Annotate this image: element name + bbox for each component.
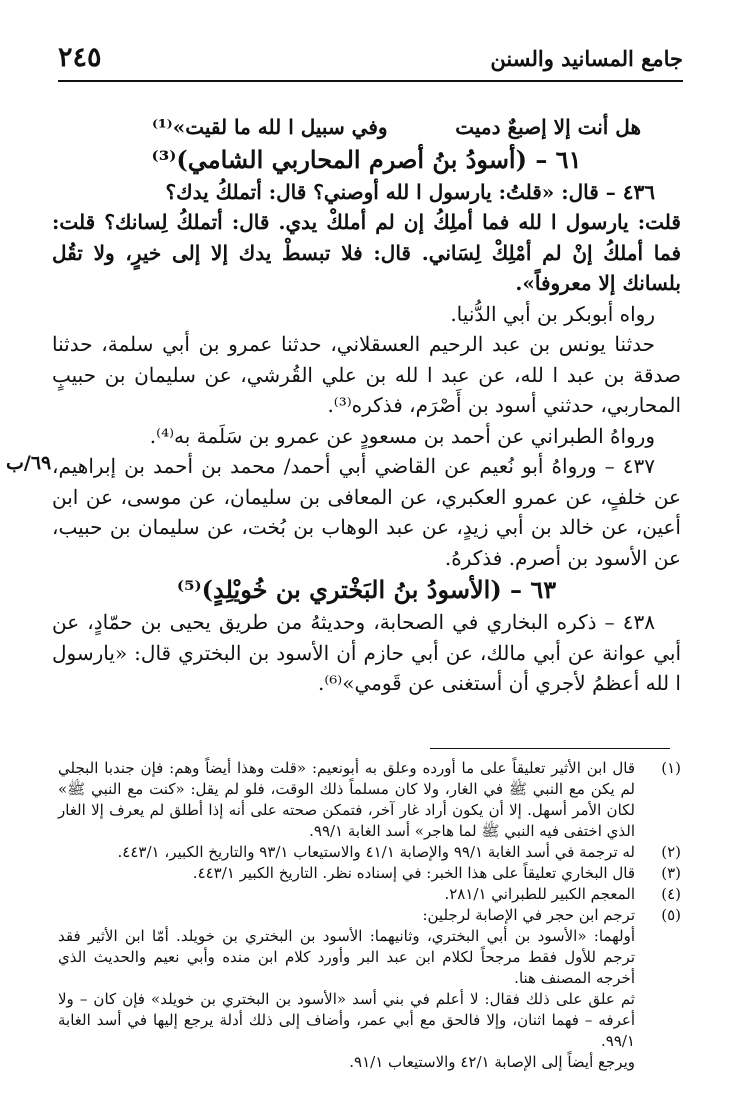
footnote [58,905,681,926]
footnote [58,842,681,863]
tabarani-note: ورواهُ الطبراني عن أحمد بن مسعودٍ عن عمرو بن سَلَمة به⁽⁴⁾. [149,423,655,448]
footnote-text: له ترجمة في أسد الغابة ٩٩/١ والإصابة ٤١/١ والاستيعاب ٩٣/١ والتاريخ الكبير، ٤٤٣/١. [117,843,635,861]
footnote-divider [430,748,670,749]
verse-right-hemistich: هل أنت إلا إصبعٌ دميت [455,115,641,139]
hadith-437: ٤٣٧ – ورواهُ أبو نُعيم عن القاضي أبي أحمد/ محمد بن أحمد بن إبراهيم، عن خلفٍ، عن عمرو العكبري، عن المعافى بن سليمان، عن موسى، عن ابن أعين، عن خالد بن أبي زيدٍ، عن عبد الوهاب بن بُخت، عن سليمان بن حبيب، عن الأسود بن أصرم. فذكرهُ. [52,454,681,570]
footnote-number: (٤) [661,885,681,903]
section-heading-63: ٦٣ – (الأسودُ بنُ البَخْتري بن خُويْلِدٍ)⁽⁵⁾ [176,575,557,604]
isnad-chain: حدثنا يونس بن عبد الرحيم العسقلاني، حدثنا عمرو بن أبي سلمة، حدثنا صدقة بن عبد ا لله، عن عبد ا لله بن علي القُرشي، عن سليمان بن حبيبٍ المحاربي، حدثني أسود بن أَصْرَم، فذكره⁽³⁾. [52,332,681,417]
hadith-438: ٤٣٨ – ذكره البخاري في الصحابة، وحديثهُ من طريق يحيى بن حمّادٍ، عن أبي عوانة عن أبي مالك، عن أبي حازم أن الأسود بن البختري قال: «يارسول ا لله أعظمُ لأجري أن أستغنى عن قَومي»⁽⁶⁾. [52,610,681,695]
narration-note: رواه أبوبكر بن أبي الدُّنيا. [450,301,655,326]
verse-left-hemistich: وفي سبيل ا لله ما لقيت»⁽¹⁾ [152,115,388,139]
footnote [58,758,681,842]
footnote-continuation: أولهما: «الأسود بن أبي البختري، وثانيهما: الأسود بن البختري بن خويلد. أمّا ابن الأثير فقد ترجم للأول فقط مرجحاً لكلام ابن عبد البر وأورد كلام ابن منده وأبي نعيم والحديث الذي أخرجه المصنف هنا. [58,927,635,987]
footnote-text: قال ابن الأثير تعليقاً على ما أورده وعلق به أبونعيم: «قلت وهذا أيضاً وهم: فإن جندبا البجلي لم يكن مع النبي ﷺ في الغار، ولا كان مسلماً ذلك الوقت، فلو لم يقل: «كنت مع النبي ﷺ» لكان الأمر أسهل. إلا أن يكون أراد غار آخر، فتمكن صحته على أنه إذا أطلق لم يعرف إلا الغار الذي اختفى فيه النبي ﷺ لما هاجر» أسد الغابة ٩٩/١. [58,759,635,840]
poetry-verse [52,112,681,143]
footnote-number: (٥) [661,906,681,924]
footnote-continuation: ويرجع أيضاً إلى الإصابة ٤٢/١ والاستيعاب ٩١/١. [349,1053,635,1071]
footnote-number: (٣) [661,864,681,882]
footnote-text: ترجم ابن حجر في الإصابة لرجلين: [422,906,635,924]
book-title: جامع المسانيد والسنن [490,46,683,71]
manuscript-folio-ref: ٦٩/ب [6,452,52,474]
footnote-number: (١) [661,759,681,777]
hadith-436-intro: ٤٣٦ – قال: «قلتُ: يارسول ا لله أوصني؟ قال: أتملكُ يدك؟ [165,179,655,204]
page-number: ٢٤٥ [58,42,102,73]
footnote [58,863,681,884]
footnote [58,884,681,905]
footnote-text: المعجم الكبير للطبراني ٢٨١/١. [444,885,635,903]
section-heading-61: ٦١ – (أسودُ بنُ أصرم المحاربي الشامي)⁽³⁾ [151,144,582,174]
footnote-text: قال البخاري تعليقاً على هذا الخبر: في إسناده نظر. التاريخ الكبير ٤٤٣/١. [192,864,635,882]
footnotes [58,758,681,1073]
main-text [52,112,681,699]
footnote-number: (٢) [661,843,681,861]
footnote-continuation: ثم علق على ذلك فقال: لا أعلم في بني أسد «الأسود بن البختري بن خويلد» فإن كان – ولا أعرفه – فهما اثنان، وإلا فالحق مع أبي عمر، وأضاف إلى ذلك أدلة يرجع إليها في أسد الغابة ٩٩/١. [58,990,635,1050]
hadith-436-text: قلت: يارسول ا لله فما أملِكُ إن لم أملكْ يدي. قال: أتملكُ لِسانك؟ قلت: فما أملكُ إنْ لم أمْلِكْ لِسَاني. قال: فلا تبسطْ يدك إلا إلى خيرٍ، ولا تقُل بلسانك إلا معروفاً». [52,210,681,295]
page-header [58,40,683,82]
